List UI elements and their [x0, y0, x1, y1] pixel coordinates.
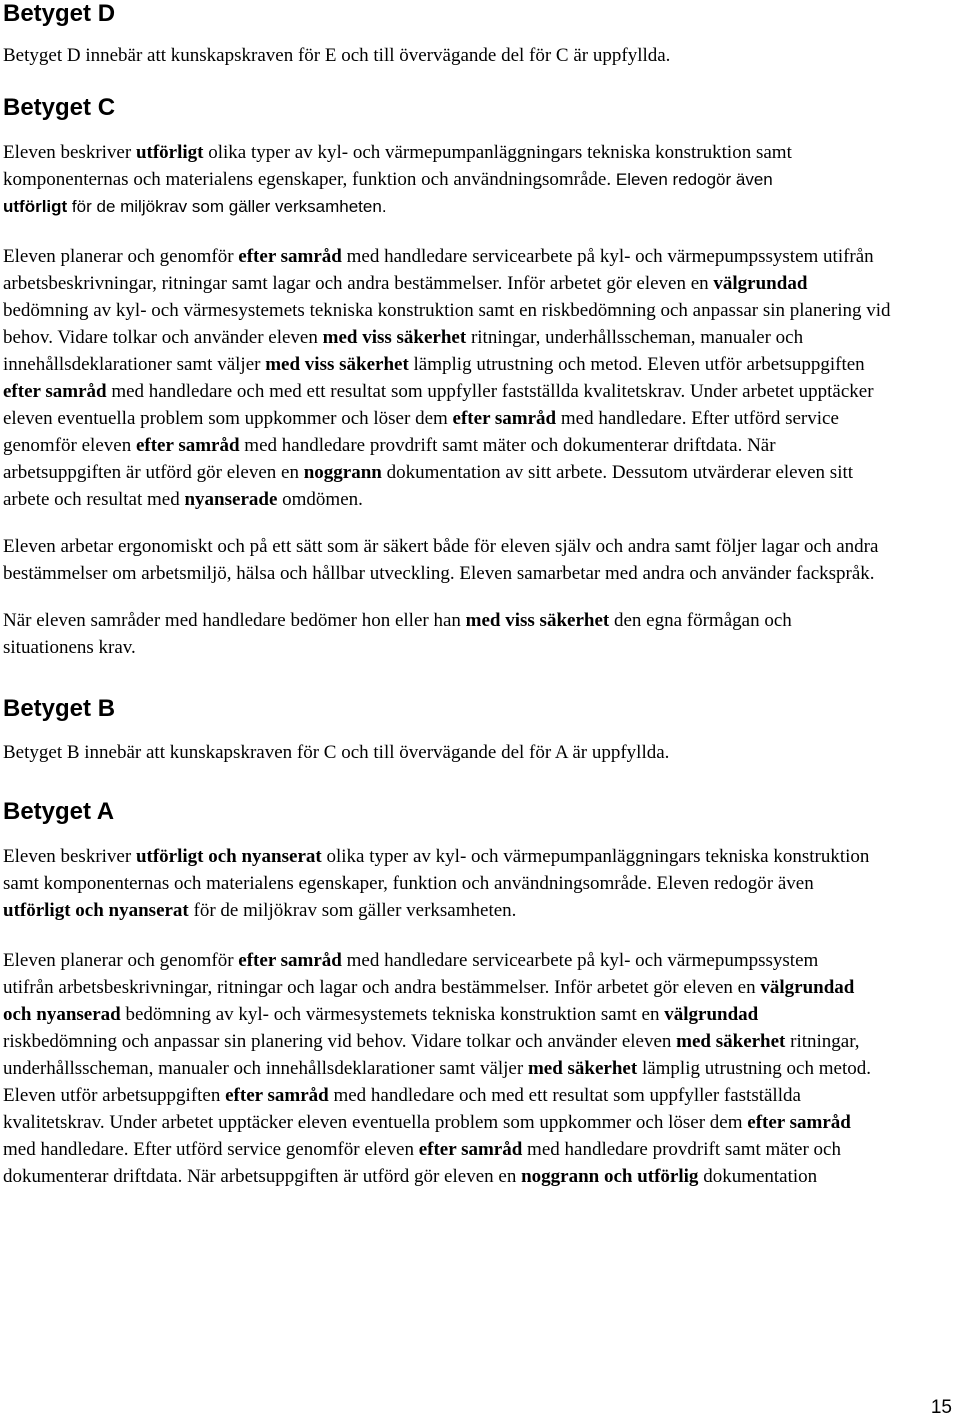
page-number: 15	[930, 1397, 952, 1418]
heading-betyget-b: Betyget B	[3, 695, 116, 722]
document-page	[3, 0, 953, 1190]
paragraph-d: Betyget D innebär att kunskapskraven för E och till övervägande del för C är uppfyllda.	[3, 45, 671, 66]
paragraph-a-2: Eleven planerar och genomför efter samråd med handledare servicearbete på kyl- och värmepumpssystem utifrån arbetsbeskrivningar, ritningar och lagar och andra bestämmelser. Inför arbetet gör eleven en välgrundad och nyanserad bedömning av kyl- och värmesystemets tekniska konstruktion samt en välgrundad riskbedömning och anpassar sin planering vid behov. Vidare tolkar och använder eleven med säkerhet ritningar, underhållsscheman, manualer och innehållsdeklarationer samt väljer med säkerhet lämplig utrustning och metod. Eleven utför arbetsuppgiften efter samråd med handledare och med ett resultat som uppfyller fastställda kvalitetskrav. Under arbetet upptäcker eleven eventuella problem som uppkommer och löser dem efter samråd med handledare. Efter utförd service genomför eleven efter samråd med handledare provdrift samt mäter och dokumenterar driftdata. När arbetsuppgiften är utförd gör eleven en noggrann och utförlig dokumentation	[3, 950, 871, 1187]
paragraph-b: Betyget B innebär att kunskapskraven för C och till övervägande del för A är uppfyllda.	[3, 742, 670, 763]
paragraph-c-2: Eleven planerar och genomför efter samråd med handledare servicearbete på kyl- och värmepumpssystem utifrån arbetsbeskrivningar, ritningar samt lagar och andra bestämmelser. Inför arbetet gör eleven en välgrundad bedömning av kyl- och värmesystemets tekniska konstruktion samt en riskbedömning och anpassar sin planering vid behov. Vidare tolkar och använder eleven med viss säkerhet ritningar, underhållsscheman, manualer och innehållsdeklarationer samt väljer med viss säkerhet lämplig utrustning och metod. Eleven utför arbetsuppgiften efter samråd med handledare och med ett resultat som uppfyller fastställda kvalitetskrav. Under arbetet upptäcker eleven eventuella problem som uppkommer och löser dem efter samråd med handledare. Efter utförd service genomför eleven efter samråd med handledare provdrift samt mäter och dokumenterar driftdata. När arbetsuppgiften är utförd gör eleven en noggrann dokumentation av sitt arbete. Dessutom utvärderar eleven sitt arbete och resultat med nyanserade omdömen.	[3, 246, 891, 510]
paragraph-c-3: Eleven arbetar ergonomiskt och på ett sätt som är säkert både för eleven själv och andra samt följer lagar och andra bestämmelser om arbetsmiljö, hälsa och hållbar utveckling. Eleven samarbetar med andra och använder fackspråk.	[3, 536, 879, 584]
heading-betyget-a: Betyget A	[3, 798, 115, 825]
paragraph-a-1: Eleven beskriver utförligt och nyanserat olika typer av kyl- och värmepumpanläggningars tekniska konstruktion samt komponenternas och materialens egenskaper, funktion och användningsområde. Eleven redogör även utförligt och nyanserat för de miljökrav som gäller verksamheten.	[3, 846, 870, 921]
heading-betyget-c: Betyget C	[3, 94, 116, 121]
heading-betyget-d: Betyget D	[3, 0, 116, 27]
paragraph-c-1: Eleven beskriver utförligt olika typer av kyl- och värmepumpanläggningars tekniska konstruktion samt komponenternas och materialens egenskaper, funktion och användningsområde. Eleven redogör även utförligt för de miljökrav som gäller verksamheten.	[3, 142, 792, 216]
paragraph-c-4: När eleven samråder med handledare bedömer hon eller han med viss säkerhet den egna förmågan och situationens krav.	[3, 610, 792, 658]
